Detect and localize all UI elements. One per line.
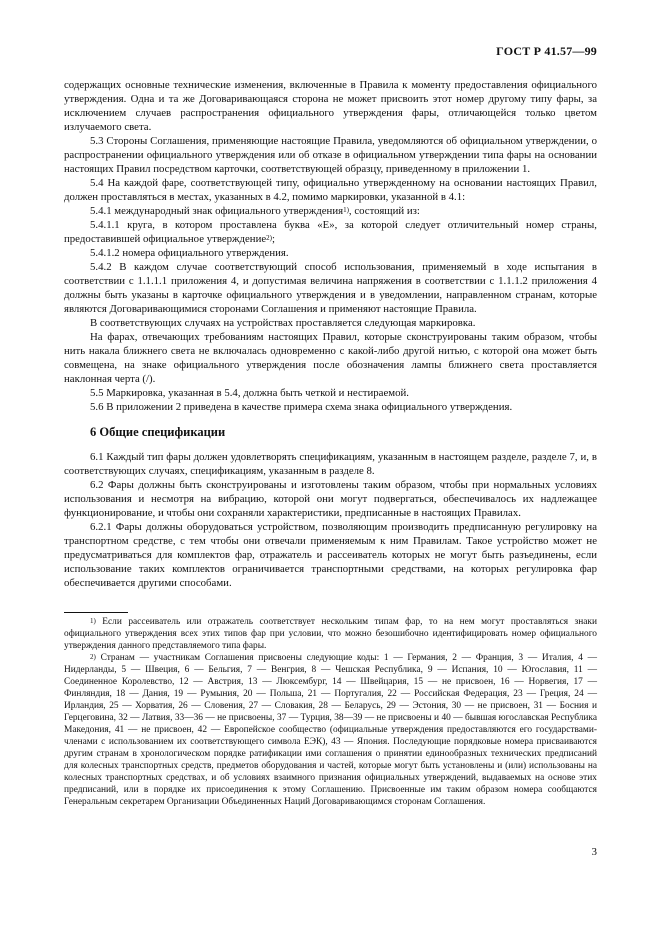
paragraph-6-2: 6.2 Фары должны быть сконструированы и изготовлены таким образом, чтобы при нормальных условиях использования и несмотря на вибрацию, которой они могут подвергаться, обеспечивалось их надлежащее функционирование, и чтобы они сохраняли характеристики, предписанные в настоящих Правилах. bbox=[64, 479, 597, 519]
paragraph: содержащих основные технические изменения, включенные в Правила к моменту предоставления официального утверждения. Одна и та же Договаривающаяся сторона не может присвоить этот номер другому типу фары, за исключением случаев распространения официального утверждения фары, отличающейся только цветом излучаемого света. bbox=[64, 79, 597, 133]
paragraph: В соответствующих случаях на устройствах проставляется следующая маркировка. bbox=[90, 317, 476, 329]
paragraph: На фарах, отвечающих требованиям настоящих Правил, которые сконструированы таким образом, чтобы нить накала ближнего света не включалась одновременно с какой-либо другой нитью, с которой она может быть совмещена, на знаке официального утверждения после обозначения лампы ближнего света проставляется наклонная черта (/). bbox=[64, 331, 597, 385]
paragraph-5-5: 5.5 Маркировка, указанная в 5.4, должна быть четкой и нестираемой. bbox=[90, 387, 409, 399]
footnote-ref-2: 2) bbox=[266, 234, 272, 242]
paragraph-5-4: 5.4 На каждой фаре, соответствующей типу, официально утвержденному на основании настоящих Правил, должен проставляться в местах, указанных в 4.2, помимо маркировки, указанной в 4.1: bbox=[64, 177, 597, 203]
footnote-2 bbox=[64, 652, 597, 808]
paragraph-tail: ; bbox=[272, 233, 275, 245]
standard-header: ГОСТ Р 41.57—99 bbox=[496, 44, 597, 58]
paragraph-text: 5.4.1 международный знак официального утверждения bbox=[90, 205, 344, 217]
footnote-1 bbox=[64, 616, 597, 652]
footnote-text: Странам — участникам Соглашения присвоены следующие коды: 1 — Германия, 2 — Франция, 3 — Италия, 4 — Нидерланды, 5 — Швеция, 6 — Бельгия, 7 — Венгрия, 8 — Чешская Республика, 9 — Испания, 10 — Югославия, 11 — Соединенное Королевство, 12 — Австрия, 13 — Люксембург, 14 — Швейцария, 15 — не присвоен, 16 — Норвегия, 17 — Финляндия, 18 — Дания, 19 — Румыния, 20 — Польша, 21 — Португалия, 22 — Российская Федерация, 23 — Греция, 24 — Ирландия, 25 — Хорватия, 26 — Словения, 27 — Словакия, 28 — Беларусь, 29 — Эстония, 30 — не присвоен, 31 — Босния и Герцеговина, 32 — Латвия, 33—36 — не присвоены, 37 — Турция, 38—39 — не присвоены и 40 — бывшая югославская Республика Македония, 41 — не присвоен, 42 — Европейское сообщество (официальные утверждения предоставляются его государствами-членами с использованием их соответствующего символа ЕЭК), 43 — Япония. Последующие порядковые номера присваиваются другим странам в хронологическом порядке ратификации ими соглашения о принятии единообразных технических предписаний для колесных транспортных средств, предметов оборудования и частей, которые могут быть установлены и (или) использованы на колесных транспортных средствах, и об условиях взаимного признания официальных утверждений, выдаваемых на основе этих предписаний, или в порядке их присоединения к этому Соглашению. Присвоенные им таким образом номера сообщаются Генеральным секретарем Организации Объединенных Наций Договаривающимся сторонам Соглашения. bbox=[64, 653, 597, 807]
footnotes bbox=[64, 616, 597, 808]
footnote-ref-1: 1) bbox=[343, 206, 349, 214]
paragraph-5-4-1 bbox=[64, 204, 597, 218]
footnote-mark: 1) bbox=[90, 617, 96, 625]
section-heading: 6 Общие спецификации bbox=[90, 425, 226, 439]
paragraph-tail: , состоящий из: bbox=[348, 205, 420, 217]
paragraph-5-3: 5.3 Стороны Соглашения, применяющие настоящие Правила, уведомляются об официальном утверждении, о распространении официального утверждения или об отказе в официальном утверждении типа фары на основании настоящих Правил посредством карточки, соответствующей образцу, приведенному в приложении 1. bbox=[64, 135, 597, 175]
page-number: 3 bbox=[591, 846, 597, 858]
footnote-text: Если рассеиватель или отражатель соответствует нескольким типам фар, то на нем могут проставляться знаки официального утверждения всех этих типов фар при условии, что можно безошибочно идентифицировать номер официального утверждения данного представляемого типа фары. bbox=[64, 617, 598, 651]
paragraph-6-2-1: 6.2.1 Фары должны оборудоваться устройством, позволяющим производить предписанную регулировку на транспортном средстве, с тем чтобы они отвечали применяемым к ним Правилам. Такое устройство может не предусматриваться для комплектов фар, отражатель и рассеиватель которых не могут быть разъединены, если использование таких комплектов ограничивается транспортными средствами, на которых регулировка фар обеспечивается другими способами. bbox=[64, 521, 597, 589]
paragraph-5-6: 5.6 В приложении 2 приведена в качестве примера схема знака официального утверждения. bbox=[90, 401, 513, 413]
paragraph-5-4-1-2: 5.4.1.2 номера официального утверждения. bbox=[90, 247, 289, 259]
main-text bbox=[64, 78, 597, 590]
paragraph-6-1: 6.1 Каждый тип фары должен удовлетворять спецификациям, указанным в настоящем разделе, разделе 7, и, в соответствующих случаях, спецификациям, указанным в разделе 8. bbox=[64, 451, 597, 477]
footnote-mark: 2) bbox=[90, 653, 96, 661]
paragraph-5-4-2: 5.4.2 В каждом случае соответствующий способ использования, применяемый в ходе испытания в соответствии с 1.1.1.1 приложения 4, и допустимая величина напряжения в соответствии с 1.1.1.2 приложения 4 должны быть указаны в карточке официального утверждения и в уведомлении, направленном странам, которые являются Договаривающимися сторонами Соглашения и применяют настоящие Правила. bbox=[64, 261, 597, 315]
paragraph-text: 5.4.1.1 круга, в котором проставлена буква «Е», за которой следует отличительный номер страны, предоставившей официальное утверждение bbox=[64, 219, 597, 245]
paragraph-5-4-1-1 bbox=[64, 218, 597, 246]
footnote-divider bbox=[64, 612, 128, 613]
